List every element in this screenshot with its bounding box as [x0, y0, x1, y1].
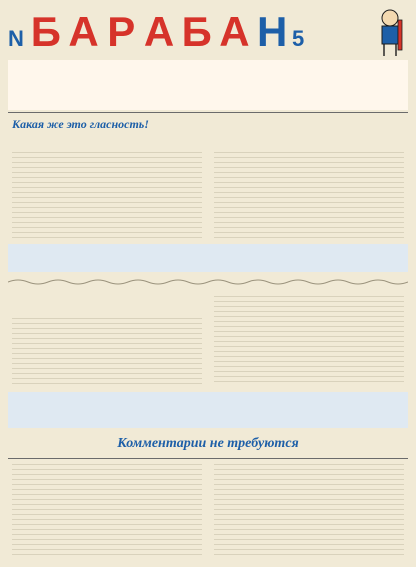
number-prefix: N [8, 26, 24, 51]
masthead-title [28, 6, 290, 58]
title-letter: Р [107, 8, 136, 55]
title-letter: Б [181, 8, 212, 55]
newspaper-page [8, 6, 408, 561]
masthead [8, 6, 408, 58]
masthead-subtitle [312, 12, 368, 58]
title-letter: А [219, 8, 250, 55]
issue-number: 5 [292, 26, 305, 51]
notice-band [8, 244, 408, 272]
title-letter: Н [257, 8, 288, 55]
article-text [214, 152, 404, 238]
article-text [12, 152, 202, 238]
greeting-title [108, 62, 308, 76]
title-letter: Б [30, 8, 61, 55]
article-text [214, 464, 404, 556]
headline-bottom: Комментарии не требуются [117, 436, 299, 451]
torn-edge-divider [8, 278, 408, 286]
headline-left-middle [12, 292, 202, 316]
divider [8, 112, 408, 113]
headline-left-top: Какая же это гласность! [12, 117, 149, 131]
title-letter: А [68, 8, 99, 55]
article-text [12, 464, 202, 556]
title-letter: А [143, 8, 175, 55]
divider [8, 458, 408, 459]
article-text [214, 296, 404, 384]
pencil-mascot-icon [372, 6, 408, 58]
headline-right-top [214, 118, 404, 148]
notice-band [8, 392, 408, 428]
article-text [12, 318, 202, 384]
